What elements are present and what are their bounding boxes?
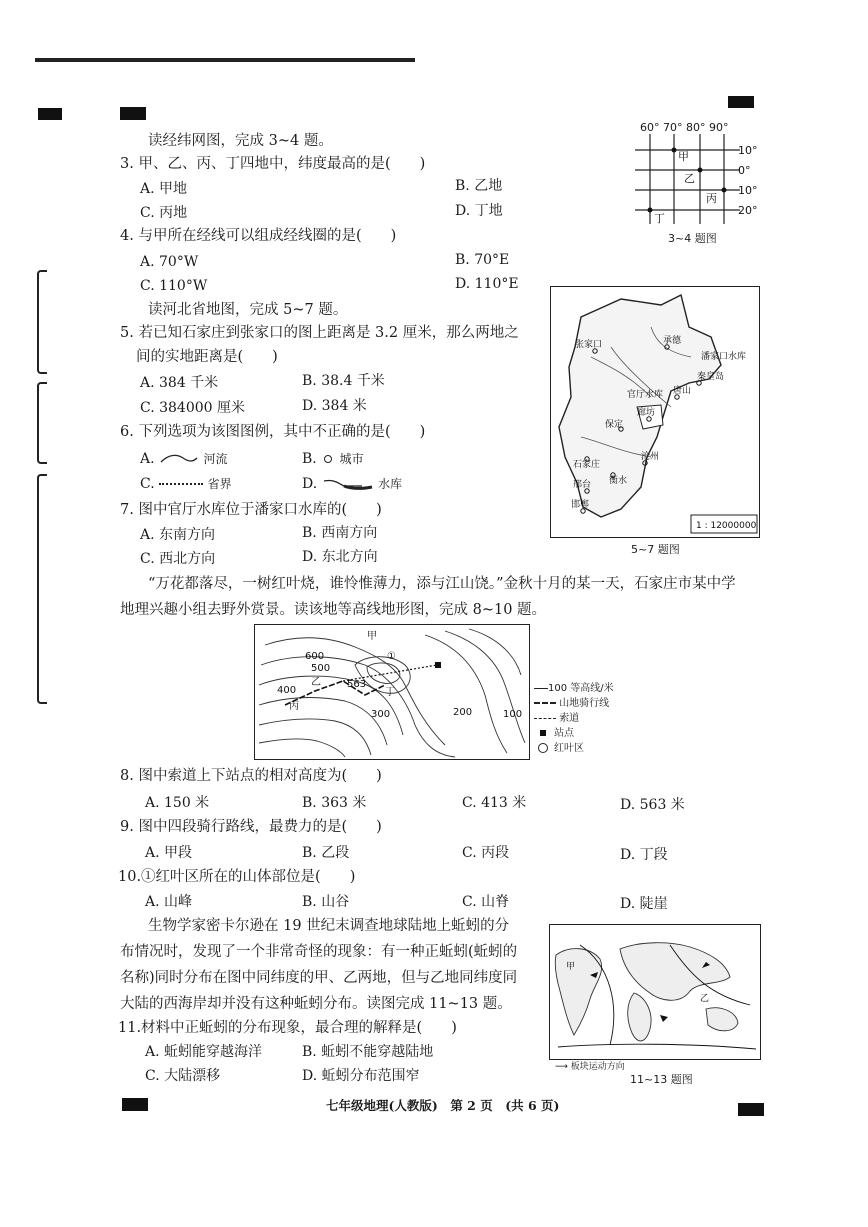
option-a[interactable]: A. 蚯蚓能穿越海洋 <box>145 1044 263 1060</box>
grid-lat-label: 10° <box>738 184 758 197</box>
segment-label: 丙 <box>289 701 299 712</box>
city-label: 承德 <box>663 336 682 346</box>
figure-caption: 3~4 题图 <box>668 232 717 245</box>
question-stem: 4. 与甲所在经线可以组成经线圈的是( ) <box>120 228 397 244</box>
world-plate-map-figure <box>549 924 761 1060</box>
question-stem: 10.①红叶区所在的山体部位是( ) <box>118 869 356 885</box>
option-c[interactable]: C. 413 米 <box>462 795 527 811</box>
binding-bracket <box>37 270 47 374</box>
city-label: 张家口 <box>575 340 603 350</box>
contour-label: 600 <box>305 651 325 662</box>
contour-map-figure <box>254 624 530 760</box>
binding-bracket <box>37 382 47 464</box>
option-d[interactable]: D. 水库 <box>302 476 403 492</box>
city-label: 邢台 <box>573 480 592 490</box>
red-leaf-area-icon <box>538 743 548 753</box>
city-label: 保定 <box>605 420 624 430</box>
option-d[interactable]: D. 丁段 <box>620 847 668 863</box>
intro-text: “万花都落尽，一树红叶烧，谁怜惟薄力，添与江山饶。”金秋十月的某一天，石家庄市某中学 <box>148 576 736 592</box>
intro-text: 读经纬网图，完成 3~4 题。 <box>148 133 333 149</box>
legend-item: 红叶区 <box>534 741 614 756</box>
corner-mark <box>738 1103 764 1116</box>
option-a[interactable]: A. 山峰 <box>145 894 193 910</box>
legend-item: 100 等高线/米 <box>534 681 614 696</box>
option-c[interactable]: C. 省界 <box>140 476 232 492</box>
contour-label: 400 <box>277 685 297 696</box>
option-c[interactable]: C. 大陆漂移 <box>145 1068 221 1084</box>
city-label: 秦皇岛 <box>697 372 725 382</box>
contour-legend <box>534 681 614 756</box>
cableway-icon <box>534 718 556 719</box>
question-stem: 3. 甲、乙、丙、丁四地中，纬度最高的是( ) <box>120 156 426 172</box>
question-stem: 间的实地距离是( ) <box>136 349 278 365</box>
grid-lat-label: 0° <box>738 164 751 177</box>
option-d[interactable]: D. 东北方向 <box>302 549 378 565</box>
option-d[interactable]: D. 563 米 <box>620 797 685 813</box>
option-c[interactable]: C. 丙地 <box>140 205 188 221</box>
city-label: 邯郸 <box>571 500 590 510</box>
contour-label: 200 <box>453 707 473 718</box>
option-c[interactable]: C. 384000 厘米 <box>140 400 246 416</box>
river-symbol-icon <box>159 452 199 466</box>
figure-caption: 5~7 题图 <box>631 543 680 556</box>
segment-label: 丁 <box>385 687 395 698</box>
legend-item: 山地骑行线 <box>534 696 614 711</box>
contour-line-icon <box>534 688 548 689</box>
segment-label: 乙 <box>311 677 321 688</box>
intro-text: 生物学家密卡尔逊在 19 世纪末调查地球陆地上蚯蚓的分 <box>148 918 510 934</box>
segment-label: 甲 <box>367 631 377 642</box>
option-b[interactable]: B. 乙段 <box>302 845 350 861</box>
option-b[interactable]: B. 山谷 <box>302 894 350 910</box>
map-scale: 1 : 12000000 <box>696 521 757 531</box>
scan-top-line <box>35 58 415 62</box>
world-point-label: 甲 <box>566 962 576 972</box>
contour-label: 500 <box>311 663 331 674</box>
world-point-label: 乙 <box>700 994 710 1004</box>
legend-item: 索道 <box>534 711 614 726</box>
intro-text: 读河北省地图，完成 5~7 题。 <box>148 302 348 318</box>
grid-lat-label: 10° <box>738 144 758 157</box>
station-icon <box>540 730 546 736</box>
corner-mark <box>38 108 62 120</box>
lat-long-grid-figure <box>630 134 765 230</box>
option-b[interactable]: B. 城市 <box>302 451 364 467</box>
intro-text: 大陆的西海岸却并没有这种蚯蚓分布。读图完成 11~13 题。 <box>120 996 512 1012</box>
plate-motion-legend: ⟶ 板块运动方向 <box>555 1062 625 1072</box>
city-label: 石家庄 <box>573 460 601 470</box>
option-a[interactable]: A. 甲地 <box>140 181 188 197</box>
city-symbol-icon <box>324 455 332 463</box>
option-b[interactable]: B. 西南方向 <box>302 525 378 541</box>
option-d[interactable]: D. 384 米 <box>302 398 367 414</box>
option-c[interactable]: C. 110°W <box>140 278 208 294</box>
city-label: 衡水 <box>609 476 628 486</box>
option-b[interactable]: B. 38.4 千米 <box>302 373 385 389</box>
city-label: 官厅水库 <box>627 390 664 400</box>
question-stem: 9. 图中四段骑行路线，最费力的是( ) <box>120 819 382 835</box>
option-a[interactable]: A. 70°W <box>140 254 199 270</box>
contour-label: 100 <box>503 709 523 720</box>
hebei-map-figure <box>550 286 760 538</box>
grid-point-label: 甲 <box>678 150 689 163</box>
option-d[interactable]: D. 丁地 <box>455 203 503 219</box>
figure-caption: 11~13 题图 <box>630 1073 693 1086</box>
intro-text: 名称)同时分布在图中同纬度的甲、乙两地，但与乙地同纬度同 <box>120 970 518 986</box>
option-c[interactable]: C. 山脊 <box>462 894 510 910</box>
province-border-symbol-icon <box>159 483 203 485</box>
grid-point-label: 乙 <box>684 172 695 185</box>
option-b[interactable]: B. 363 米 <box>302 795 367 811</box>
intro-text: 布情况时，发现了一个非常奇怪的现象：有一种正蚯蚓(蚯蚓的 <box>120 944 518 960</box>
city-label: 潘家口水库 <box>701 352 747 362</box>
intro-text: 地理兴趣小组去野外赏景。读该地等高线地形图，完成 8~10 题。 <box>120 602 547 618</box>
cycling-route-icon <box>534 702 556 704</box>
question-stem: 11.材料中正蚯蚓的分布现象，最合理的解释是( ) <box>118 1020 457 1036</box>
option-c[interactable]: C. 西北方向 <box>140 551 216 567</box>
option-a[interactable]: A. 384 千米 <box>140 375 219 391</box>
option-b[interactable]: B. 70°E <box>455 252 510 268</box>
contour-label: 300 <box>371 709 391 720</box>
grid-point-label: 丙 <box>706 192 717 205</box>
corner-mark <box>728 96 754 108</box>
option-a[interactable]: A. 甲段 <box>145 845 193 861</box>
question-stem: 5. 若已知石家庄到张家口的图上距离是 3.2 厘米，那么两地之 <box>120 325 519 341</box>
grid-point-label: 丁 <box>654 212 665 225</box>
corner-mark <box>122 1098 148 1111</box>
grid-lat-label: 20° <box>738 204 758 217</box>
option-a[interactable]: A. 河流 <box>140 451 228 467</box>
binding-bracket <box>37 474 47 704</box>
city-label: 唐山 <box>673 386 692 396</box>
option-b[interactable]: B. 乙地 <box>455 178 503 194</box>
option-c[interactable]: C. 丙段 <box>462 845 510 861</box>
option-d[interactable]: D. 110°E <box>455 276 519 292</box>
legend-item: 站点 <box>534 726 614 741</box>
question-stem: 7. 图中官厅水库位于潘家口水库的( ) <box>120 502 382 518</box>
question-stem: 6. 下列选项为该图图例，其中不正确的是( ) <box>120 424 426 440</box>
option-a[interactable]: A. 150 米 <box>145 795 210 811</box>
city-label: 沧州 <box>641 452 660 462</box>
option-d[interactable]: D. 蚯蚓分布范围窄 <box>302 1068 420 1084</box>
option-b[interactable]: B. 蚯蚓不能穿越陆地 <box>302 1044 434 1060</box>
corner-mark <box>120 107 146 120</box>
city-label: 廊坊 <box>637 408 656 418</box>
reservoir-symbol-icon <box>322 477 374 491</box>
page-footer: 七年级地理(人教版) 第 2 页 (共 6 页) <box>326 1098 560 1113</box>
grid-longitude-labels: 60° 70° 80° 90° <box>640 121 729 134</box>
arrow-right-icon: ⟶ <box>555 1062 568 1072</box>
red-leaf-area-label: ① <box>387 651 396 662</box>
option-a[interactable]: A. 东南方向 <box>140 527 216 543</box>
contour-label: 563 <box>347 679 367 690</box>
question-stem: 8. 图中索道上下站点的相对高度为( ) <box>120 768 382 784</box>
option-d[interactable]: D. 陡崖 <box>620 896 668 912</box>
